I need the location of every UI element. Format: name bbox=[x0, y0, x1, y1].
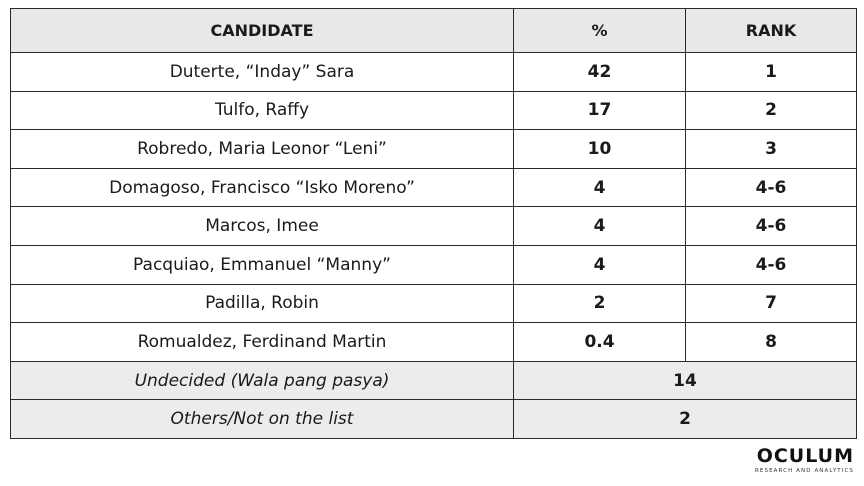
candidate-name: Duterte, “Inday” Sara bbox=[11, 53, 514, 92]
candidate-rank: 1 bbox=[686, 53, 857, 92]
candidate-percent: 4 bbox=[514, 245, 686, 284]
summary-label: Undecided (Wala pang pasya) bbox=[11, 361, 514, 400]
candidate-name: Robredo, Maria Leonor “Leni” bbox=[11, 130, 514, 169]
candidate-name: Padilla, Robin bbox=[11, 284, 514, 323]
table-row bbox=[11, 323, 857, 362]
candidate-rank: 4-6 bbox=[686, 207, 857, 246]
table-header-row bbox=[11, 9, 857, 53]
table-row bbox=[11, 245, 857, 284]
table-row bbox=[11, 284, 857, 323]
logo-tagline: RESEARCH AND ANALYTICS bbox=[754, 468, 854, 474]
table-row bbox=[11, 168, 857, 207]
table-row bbox=[11, 53, 857, 92]
poll-results-table bbox=[10, 8, 857, 439]
candidate-name: Tulfo, Raffy bbox=[11, 91, 514, 130]
table-row bbox=[11, 130, 857, 169]
table-row bbox=[11, 207, 857, 246]
candidate-percent: 0.4 bbox=[514, 323, 686, 362]
candidate-percent: 4 bbox=[514, 168, 686, 207]
candidate-rank: 2 bbox=[686, 91, 857, 130]
column-header-percent: % bbox=[514, 9, 686, 53]
candidate-name: Marcos, Imee bbox=[11, 207, 514, 246]
candidate-name: Romualdez, Ferdinand Martin bbox=[11, 323, 514, 362]
column-header-candidate: CANDIDATE bbox=[11, 9, 514, 53]
table-row bbox=[11, 91, 857, 130]
candidate-percent: 2 bbox=[514, 284, 686, 323]
candidate-percent: 4 bbox=[514, 207, 686, 246]
candidate-percent: 17 bbox=[514, 91, 686, 130]
candidate-name: Pacquiao, Emmanuel “Manny” bbox=[11, 245, 514, 284]
candidate-rank: 4-6 bbox=[686, 245, 857, 284]
candidate-rank: 4-6 bbox=[686, 168, 857, 207]
summary-value: 2 bbox=[514, 400, 857, 439]
candidate-rank: 3 bbox=[686, 130, 857, 169]
logo-wordmark: OCULUM bbox=[756, 445, 854, 467]
summary-label: Others/Not on the list bbox=[11, 400, 514, 439]
summary-row-others bbox=[11, 400, 857, 439]
candidate-name: Domagoso, Francisco “Isko Moreno” bbox=[11, 168, 514, 207]
candidate-rank: 7 bbox=[686, 284, 857, 323]
column-header-rank: RANK bbox=[686, 9, 857, 53]
candidate-percent: 10 bbox=[514, 130, 686, 169]
summary-value: 14 bbox=[514, 361, 857, 400]
candidate-percent: 42 bbox=[514, 53, 686, 92]
candidate-rank: 8 bbox=[686, 323, 857, 362]
oculum-logo bbox=[755, 447, 854, 474]
summary-row-undecided bbox=[11, 361, 857, 400]
